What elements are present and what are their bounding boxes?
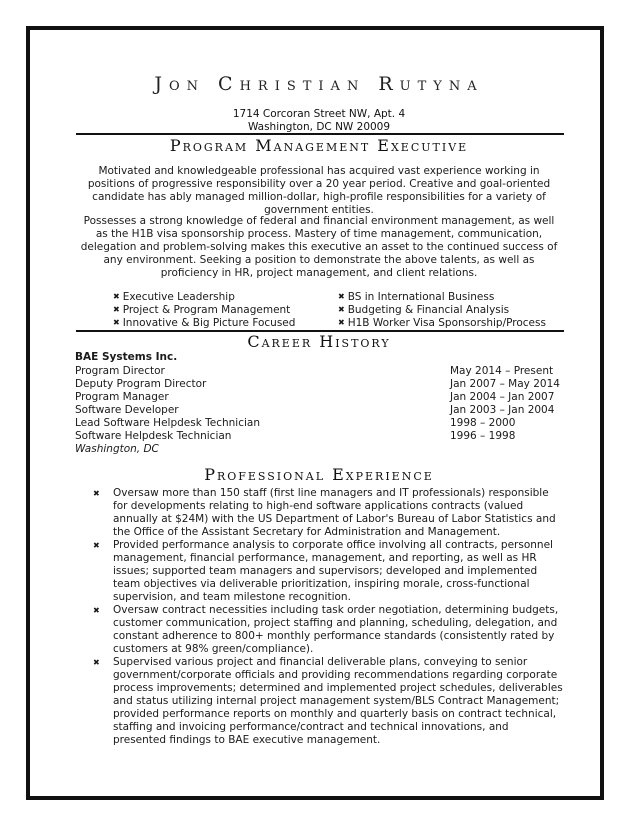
experience-item: ✖ Supervised various project and financial deliverable plans, conveying to senior government/corporate officials and providing recommendations regarding corporate process improvements; determined and implemented project schedules, deliverables and status utilizing internal project management system/BLS Contract Management; provided performance reports on monthly and quarterly basis on contract technical, staffing and invoicing performance/contract and technical innovations, and presented findings to BAE executive management.: [93, 656, 563, 746]
summary-paragraph-1: Motivated and knowledgeable professional has acquired vast experience working in positions of progressive responsibility over a 20 year period. Creative and goal-oriented candidate has ably managed million-dollar, high-profile responsibilities for a variety of government entities.: [87, 165, 551, 216]
skill-item: ✖ Project & Program Management: [113, 304, 291, 316]
position-title: Software Developer: [75, 404, 179, 416]
experience-item: ✖ Provided performance analysis to corporate office involving all contracts, personnel management, financial performance, management, and reporting, as well as HR issues; supported team managers and supervisors; developed and implemented team objectives via deliverable prioritization, inspiring morale, cross-functional supervision, and team milestone recognition.: [93, 539, 553, 603]
bullet-icon: ✖: [113, 292, 120, 301]
bullet-icon: ✖: [93, 658, 100, 667]
candidate-name: Jon Christian Rutyna: [154, 73, 484, 95]
career-history-title: Career History: [247, 332, 391, 351]
bullet-icon: ✖: [93, 489, 100, 498]
position-dates: May 2014 – Present: [450, 365, 554, 377]
skill-item: ✖ Budgeting & Financial Analysis: [338, 304, 510, 316]
experience-item: ✖ Oversaw more than 150 staff (first line managers and IT professionals) responsible for developments relating to high-end software applications contracts (valued annually at $24M) with the US Department of Labor's Bureau of Labor Statistics and the Office of the Assistant Secretary for Administration and Management.: [93, 487, 556, 538]
summary-paragraph-2: Possesses a strong knowledge of federal and financial environment management, as well as the H1B visa sponsorship process. Mastery of time management, communication, delegation and problem-solving makes this executive an asset to the continued success of any environment. Seeking a position to demonstrate the above talents, as well as proficiency in HR, project management, and client relations.: [80, 215, 558, 279]
company-name: BAE Systems Inc.: [75, 351, 178, 363]
header-divider: [76, 133, 564, 135]
position-dates: Jan 2003 – Jan 2004: [450, 404, 555, 416]
skill-item: ✖ Innovative & Big Picture Focused: [113, 317, 296, 329]
bullet-icon: ✖: [113, 318, 120, 327]
address-line-1: 1714 Corcoran Street NW, Apt. 4: [232, 108, 406, 120]
bullet-icon: ✖: [113, 305, 120, 314]
job-location: Washington, DC: [75, 443, 159, 455]
experience-item: ✖ Oversaw contract necessities including task order negotiation, determining budgets, customer communication, project staffing and planning, scheduling, delegation, and constant adherence to 800+ monthly performance standards (consistently rated by customers at 98% green/compliance).: [93, 604, 559, 655]
address-line-2: Washington, DC NW 20009: [247, 121, 391, 133]
position-dates: Jan 2004 – Jan 2007: [450, 391, 555, 403]
experience-list: [93, 487, 563, 747]
position-title: Deputy Program Director: [75, 378, 207, 390]
headline: Program Management Executive: [169, 136, 469, 155]
skill-item: ✖ Executive Leadership: [113, 291, 235, 303]
professional-experience-title: Professional Experience: [204, 465, 434, 484]
position-title: Program Manager: [75, 391, 169, 403]
position-title: Software Helpdesk Technician: [75, 430, 232, 442]
position-title: Program Director: [75, 365, 165, 377]
position-dates: 1998 – 2000: [450, 417, 516, 429]
bullet-icon: ✖: [93, 541, 100, 550]
bullet-icon: ✖: [338, 318, 345, 327]
position-dates: Jan 2007 – May 2014: [450, 378, 560, 390]
bullet-icon: ✖: [338, 305, 345, 314]
bullet-icon: ✖: [338, 292, 345, 301]
skill-item: ✖ BS in International Business: [338, 291, 495, 303]
position-title: Lead Software Helpdesk Technician: [75, 417, 261, 429]
bullet-icon: ✖: [93, 606, 100, 615]
skill-item: ✖ H1B Worker Visa Sponsorship/Process: [338, 317, 546, 329]
position-dates: 1996 – 1998: [450, 430, 516, 442]
